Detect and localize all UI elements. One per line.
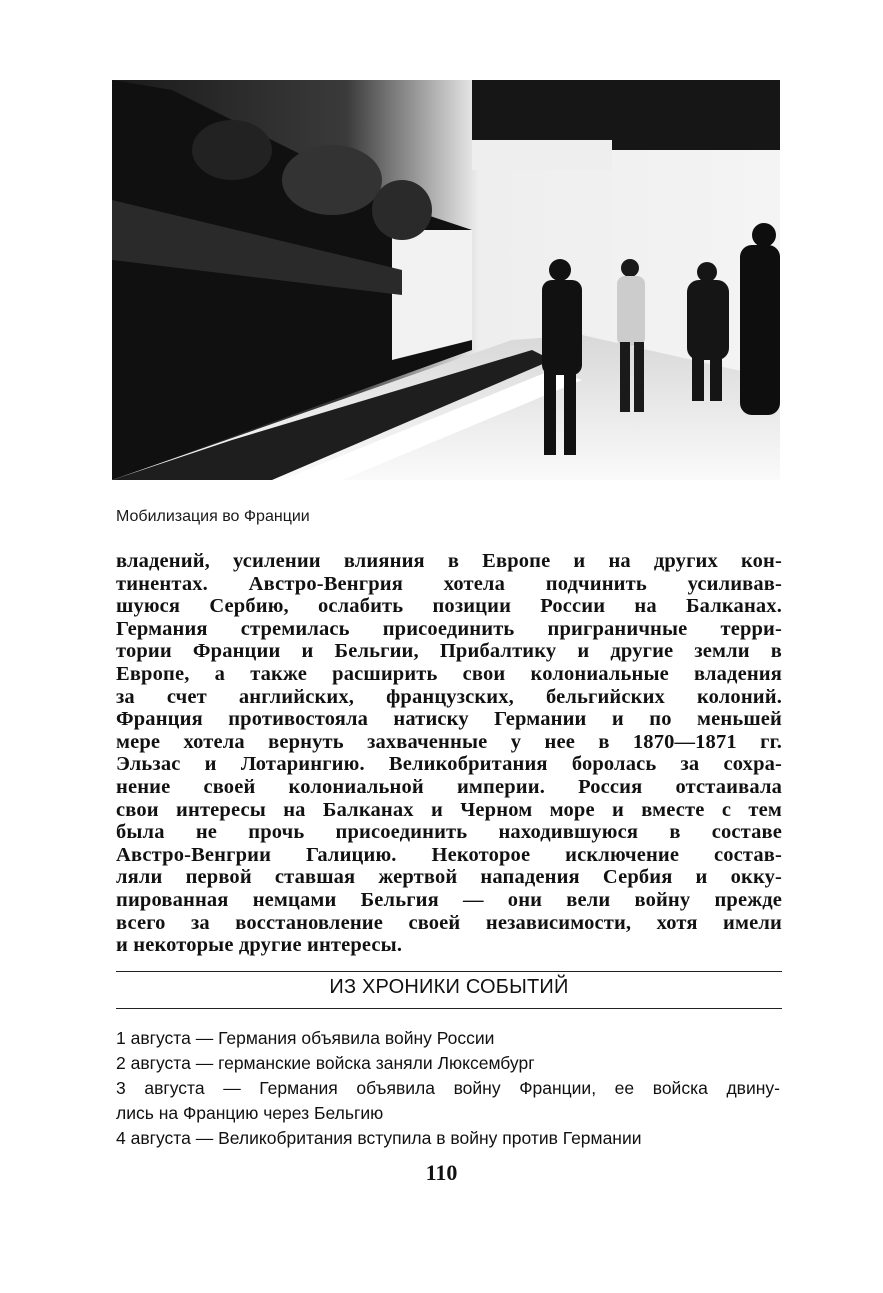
body-line: пированная немцами Бельгия — они вели войну прежде [116,888,782,911]
body-line: всего за восстановление своей независимости, хотя имели [116,911,782,934]
chronicle-events-list [116,1026,780,1151]
photo-caption: Мобилизация во Франции [116,508,310,525]
page-number: 110 [425,1160,458,1185]
event-line: 1 августа — Германия объявила войну России [116,1028,495,1048]
body-line: шуюся Сербию, ослабить позиции России на Балканах. [116,595,782,618]
event-line: 4 августа — Великобритания вступила в войну против Германии [116,1128,642,1148]
body-paragraph [116,550,782,957]
section-divider-bottom [116,1008,782,1009]
body-line: свои интересы на Балканах и Черном море и вместе с тем [116,798,782,821]
chronicle-heading: ИЗ ХРОНИКИ СОБЫТИЙ [329,976,569,998]
event-line: 3 августа — Германия объявила войну Франции, ее войска двину- [116,1078,780,1098]
body-line: мере хотела вернуть захваченные у нее в 1870—1871 гг. [116,730,782,753]
body-line: тории Франции и Бельгии, Прибалтику и другие земли в [116,640,782,663]
body-line: Германия стремилась присоединить приграничные терри- [116,617,782,640]
body-line: нение своей колониальной империи. Россия отстаивала [116,775,782,798]
chronicle-event [116,1026,780,1051]
body-line: была не прочь присоединить находившуюся в составе [116,821,782,844]
event-line: лись на Францию через Бельгию [116,1103,384,1123]
body-line: Европе, а также расширить свои колониальные владения [116,662,782,685]
event-line: 2 августа — германские войска заняли Люксембург [116,1053,535,1073]
chronicle-event [116,1076,780,1126]
body-line: владений, усилении влияния в Европе и на других кон- [116,550,782,572]
body-line: ляли первой ставшая жертвой нападения Сербия и окку- [116,866,782,889]
body-line: за счет английских, французских, бельгийских колоний. [116,685,782,708]
body-line: Эльзас и Лотарингию. Великобритания боролась за сохра- [116,753,782,776]
chronicle-event [116,1051,780,1076]
body-line: Франция противостояла натиску Германии и по меньшей [116,708,782,731]
section-divider-top [116,971,782,972]
body-line: тинентах. Австро-Венгрия хотела подчинить усиливав- [116,572,782,595]
mobilization-photo [112,80,780,480]
body-line: Австро-Венгрии Галицию. Некоторое исключение состав- [116,843,782,866]
chronicle-event [116,1126,780,1151]
body-line: и некоторые другие интересы. [116,934,403,957]
